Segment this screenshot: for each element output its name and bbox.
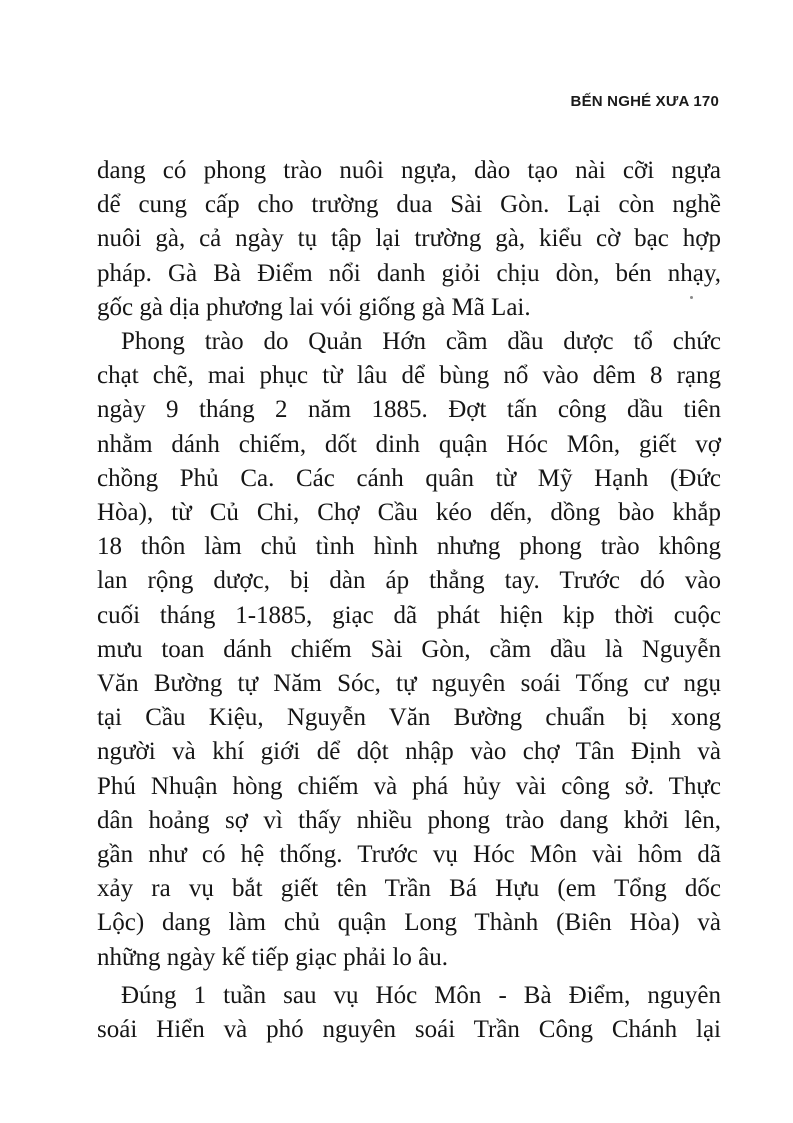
text-line: dể cung cấp cho trường dua Sài Gòn. Lại còn nghề — [97, 191, 721, 219]
text-line: Phong trào do Quản Hớn cầm dầu dược tổ chức — [121, 328, 721, 356]
text-line: nhằm dánh chiếm, dốt dinh quận Hóc Môn, giết vợ — [97, 430, 721, 458]
text-line: dang có phong trào nuôi ngựa, dào tạo nài cỡi ngựa — [97, 157, 721, 184]
text-line: cuối tháng 1-1885, giạc dã phát hiện kịp thời cuộc — [97, 601, 721, 629]
text-line: lan rộng dược, bị dàn áp thẳng tay. Trước dó vào — [97, 567, 721, 595]
text-line: nuôi gà, cả ngày tụ tập lại trường gà, kiểu cờ bạc hợp — [97, 225, 721, 253]
text-line: Đúng 1 tuần sau vụ Hóc Môn - Bà Điểm, nguyên — [121, 981, 721, 1009]
text-line: Lộc) dang làm chủ quận Long Thành (Biên Hòa) và — [97, 909, 721, 937]
scan-speck — [690, 296, 693, 299]
text-line: Phú Nhuận hòng chiếm và phá hủy vài công sở. Thực — [97, 772, 721, 800]
paragraph-2 — [97, 325, 721, 975]
text-line: ngày 9 tháng 2 năm 1885. Đợt tấn công dầu tiên — [97, 396, 721, 424]
text-line: soái Hiển và phó nguyên soái Trần Công Chánh lại — [97, 1016, 721, 1044]
text-line: dân hoảng sợ vì thấy nhiều phong trào dang khởi lên, — [97, 806, 721, 834]
running-header: BẾN NGHÉ XƯA 170 — [570, 93, 719, 110]
text-line: Văn Bường tự Năm Sóc, tự nguyên soái Tống cư ngụ — [97, 670, 721, 698]
text-line: những ngày kế tiếp giạc phải lo âu. — [97, 943, 448, 971]
body-text — [97, 154, 721, 1047]
text-line: pháp. Gà Bà Điểm nổi danh giỏi chịu dòn, bén nhạy, — [97, 259, 721, 287]
paragraph-1 — [97, 154, 721, 325]
text-line: 18 thôn làm chủ tình hình nhưng phong trào không — [97, 533, 721, 561]
text-line: chạt chẽ, mai phục từ lâu dể bùng nổ vào dêm 8 rạng — [97, 362, 721, 390]
text-line: chồng Phủ Ca. Các cánh quân từ Mỹ Hạnh (Đức — [97, 464, 721, 492]
text-line: gốc gà dịa phương lai vói giống gà Mã Lai. — [97, 293, 531, 321]
paragraph-3 — [97, 979, 721, 1047]
text-line: gần như có hệ thống. Trước vụ Hóc Môn vài hôm dã — [97, 841, 721, 869]
text-line: người và khí giới dể dột nhập vào chợ Tân Định và — [97, 738, 721, 766]
text-line: tại Cầu Kiệu, Nguyễn Văn Bường chuẩn bị xong — [97, 704, 721, 732]
text-line: mưu toan dánh chiếm Sài Gòn, cầm dầu là Nguyễn — [97, 635, 721, 663]
text-line: xảy ra vụ bắt giết tên Trần Bá Hựu (em Tổng dốc — [97, 875, 721, 903]
text-line: Hòa), từ Củ Chi, Chợ Cầu kéo dến, dồng bào khắp — [97, 499, 721, 527]
